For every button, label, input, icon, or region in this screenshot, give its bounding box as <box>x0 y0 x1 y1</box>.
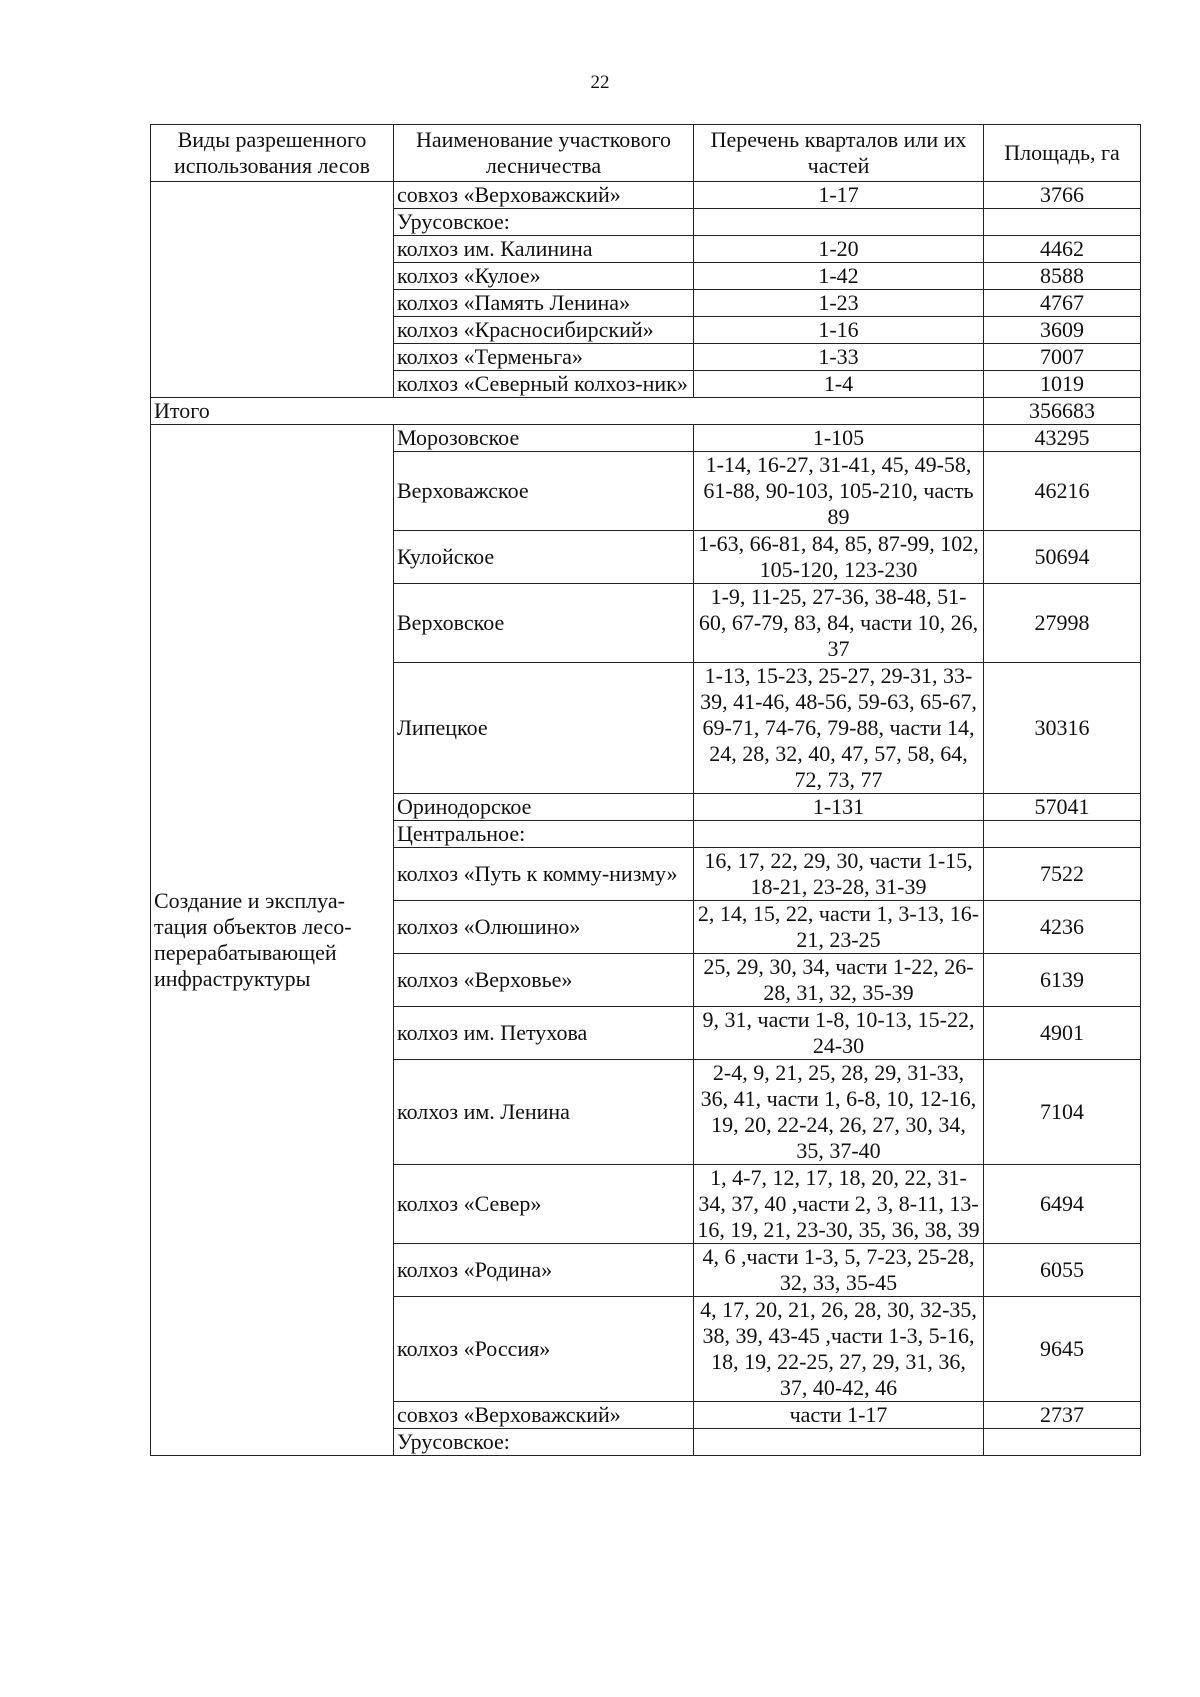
area-cell: 3609 <box>984 317 1141 344</box>
forestry-cell: Центральное: <box>394 821 694 848</box>
quarters-cell: части 1-17 <box>694 1402 984 1429</box>
quarters-cell: 1-131 <box>694 794 984 821</box>
forestry-cell: колхоз «Олюшино» <box>394 901 694 954</box>
use-type-cell-empty <box>151 182 394 398</box>
area-cell: 43295 <box>984 425 1141 452</box>
area-cell: 6139 <box>984 954 1141 1007</box>
forestry-cell: колхоз «Верховье» <box>394 954 694 1007</box>
forestry-cell: совхоз «Верховажский» <box>394 1402 694 1429</box>
area-cell: 6055 <box>984 1244 1141 1297</box>
forestry-cell: Урусовское: <box>394 1429 694 1456</box>
area-cell: 9645 <box>984 1297 1141 1402</box>
forestry-cell: колхоз «Путь к комму-низму» <box>394 848 694 901</box>
forestry-cell: Верховское <box>394 584 694 663</box>
header-use-type: Виды разрешенного использования лесов <box>151 125 394 182</box>
quarters-cell <box>694 209 984 236</box>
forestry-cell: колхоз «Красносибирский» <box>394 317 694 344</box>
area-cell: 7104 <box>984 1060 1141 1165</box>
forestry-cell: колхоз «Терменьга» <box>394 344 694 371</box>
area-cell: 6494 <box>984 1165 1141 1244</box>
header-area: Площадь, га <box>984 125 1141 182</box>
area-cell: 2737 <box>984 1402 1141 1429</box>
forestry-cell: Верховажское <box>394 452 694 531</box>
quarters-cell: 1-20 <box>694 236 984 263</box>
area-cell: 8588 <box>984 263 1141 290</box>
quarters-cell <box>694 821 984 848</box>
area-cell: 4236 <box>984 901 1141 954</box>
quarters-cell: 1-23 <box>694 290 984 317</box>
quarters-cell: 1-16 <box>694 317 984 344</box>
area-cell: 4767 <box>984 290 1141 317</box>
quarters-cell: 1-42 <box>694 263 984 290</box>
header-forestry: Наименование участкового лесничества <box>394 125 694 182</box>
area-cell <box>984 209 1141 236</box>
area-cell: 57041 <box>984 794 1141 821</box>
forestry-cell: колхоз «Северный колхоз-ник» <box>394 371 694 398</box>
forestry-cell: колхоз им. Калинина <box>394 236 694 263</box>
quarters-cell: 1-14, 16-27, 31-41, 45, 49-58, 61-88, 90-103, 105-210, часть 89 <box>694 452 984 531</box>
quarters-cell: 1-105 <box>694 425 984 452</box>
quarters-cell <box>694 1429 984 1456</box>
quarters-cell: 2, 14, 15, 22, части 1, 3-13, 16-21, 23-25 <box>694 901 984 954</box>
forestry-cell: колхоз «Кулое» <box>394 263 694 290</box>
total-row <box>151 398 1141 425</box>
quarters-cell: 4, 6 ,части 1-3, 5, 7-23, 25-28, 32, 33, 35-45 <box>694 1244 984 1297</box>
area-cell: 1019 <box>984 371 1141 398</box>
forestry-cell: колхоз «Родина» <box>394 1244 694 1297</box>
table-row <box>151 425 1141 452</box>
area-cell: 3766 <box>984 182 1141 209</box>
quarters-cell: 1-63, 66-81, 84, 85, 87-99, 102, 105-120, 123-230 <box>694 531 984 584</box>
area-cell <box>984 1429 1141 1456</box>
header-row <box>151 125 1141 182</box>
quarters-cell: 1-17 <box>694 182 984 209</box>
quarters-cell: 4, 17, 20, 21, 26, 28, 30, 32-35, 38, 39, 43-45 ,части 1-3, 5-16, 18, 19, 22-25, 27, 29, 31, 36, 37, 40-42, 46 <box>694 1297 984 1402</box>
header-quarters: Перечень кварталов или их частей <box>694 125 984 182</box>
area-cell: 7522 <box>984 848 1141 901</box>
forestry-cell: колхоз им. Ленина <box>394 1060 694 1165</box>
area-cell: 4901 <box>984 1007 1141 1060</box>
forestry-cell: Морозовское <box>394 425 694 452</box>
area-cell: 7007 <box>984 344 1141 371</box>
quarters-cell: 9, 31, части 1-8, 10-13, 15-22, 24-30 <box>694 1007 984 1060</box>
quarters-cell: 1-33 <box>694 344 984 371</box>
quarters-cell: 1-4 <box>694 371 984 398</box>
quarters-cell: 1, 4-7, 12, 17, 18, 20, 22, 31-34, 37, 40 ,части 2, 3, 8-11, 13-16, 19, 21, 23-30, 35, 36, 38, 39 <box>694 1165 984 1244</box>
area-cell <box>984 821 1141 848</box>
forestry-cell: Кулойское <box>394 531 694 584</box>
table-row <box>151 182 1141 209</box>
total-area: 356683 <box>984 398 1141 425</box>
page-number: 22 <box>590 72 610 93</box>
area-cell: 30316 <box>984 663 1141 794</box>
forestry-cell: Липецкое <box>394 663 694 794</box>
use-type-cell: Создание и эксплуа-тация объектов лесо-перерабатывающей инфраструктуры <box>151 425 394 1456</box>
total-label: Итого <box>151 398 984 425</box>
quarters-cell: 2-4, 9, 21, 25, 28, 29, 31-33, 36, 41, части 1, 6-8, 10, 12-16, 19, 20, 22-24, 26, 27, 30, 34, 35, 37-40 <box>694 1060 984 1165</box>
area-cell: 4462 <box>984 236 1141 263</box>
forestry-cell: колхоз «Север» <box>394 1165 694 1244</box>
area-cell: 27998 <box>984 584 1141 663</box>
forestry-cell: Урусовское: <box>394 209 694 236</box>
forestry-cell: Оринодорское <box>394 794 694 821</box>
forest-use-table <box>150 124 1141 1456</box>
forestry-cell: колхоз им. Петухова <box>394 1007 694 1060</box>
quarters-cell: 1-9, 11-25, 27-36, 38-48, 51-60, 67-79, 83, 84, части 10, 26, 37 <box>694 584 984 663</box>
area-cell: 50694 <box>984 531 1141 584</box>
forestry-cell: колхоз «Россия» <box>394 1297 694 1402</box>
quarters-cell: 25, 29, 30, 34, части 1-22, 26-28, 31, 32, 35-39 <box>694 954 984 1007</box>
forestry-cell: колхоз «Память Ленина» <box>394 290 694 317</box>
forestry-cell: совхоз «Верховажский» <box>394 182 694 209</box>
area-cell: 46216 <box>984 452 1141 531</box>
quarters-cell: 16, 17, 22, 29, 30, части 1-15, 18-21, 23-28, 31-39 <box>694 848 984 901</box>
quarters-cell: 1-13, 15-23, 25-27, 29-31, 33-39, 41-46, 48-56, 59-63, 65-67, 69-71, 74-76, 79-88, части 14, 24, 28, 32, 40, 47, 57, 58, 64, 72, 73, 77 <box>694 663 984 794</box>
